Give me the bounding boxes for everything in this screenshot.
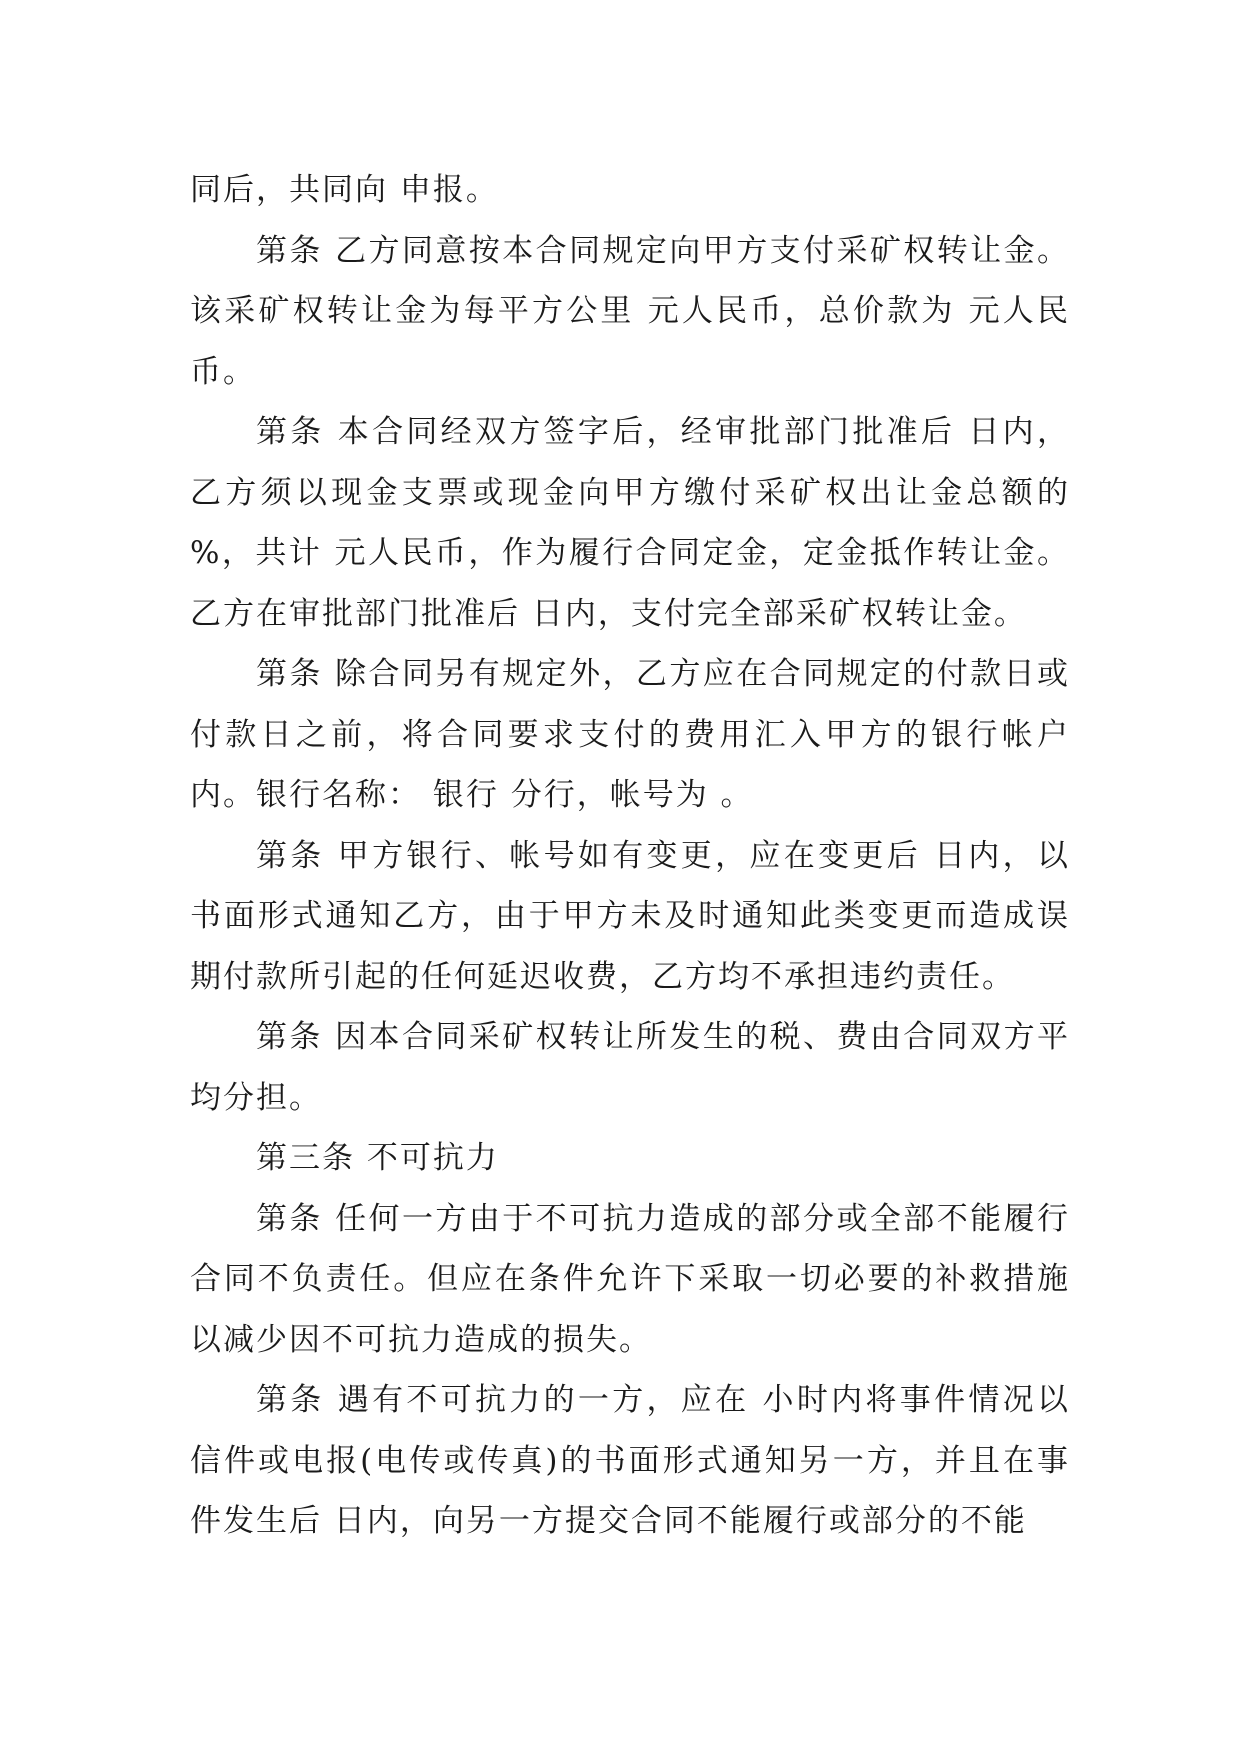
document-body <box>190 160 1082 1552</box>
paragraph-force-majeure-notice: 第条 遇有不可抗力的一方，应在 小时内将事件情况以信件或电报(电传或传真)的书面形式通知另一方，并且在事件发生后 日内，向另一方提交合同不能履行或部分的不能 <box>190 1382 1070 1539</box>
paragraph-taxes: 第条 因本合同采矿权转让所发生的税、费由合同双方平均分担。 <box>190 1019 1070 1116</box>
section-heading-force-majeure: 第三条 不可抗力 <box>256 1140 499 1176</box>
paragraph-transfer-fee: 第条 乙方同意按本合同规定向甲方支付采矿权转让金。该采矿权转让金为每平方公里 元人民币，总价款为 元人民币。 <box>190 232 1070 390</box>
paragraph-payment-account: 第条 除合同另有规定外，乙方应在合同规定的付款日或付款日之前，将合同要求支付的费用汇入甲方的银行帐户内。银行名称： 银行 分行，帐号为 。 <box>190 656 1070 813</box>
paragraph-force-majeure-liability: 第条 任何一方由于不可抗力造成的部分或全部不能履行合同不负责任。但应在条件允许下采取一切必要的补救措施以减少因不可抗力造成的损失。 <box>190 1200 1070 1358</box>
paragraph-continuation: 同后，共同向 申报。 <box>190 172 499 208</box>
paragraph-account-change: 第条 甲方银行、帐号如有变更，应在变更后 日内，以书面形式通知乙方，由于甲方未及时通知此类变更而造成误期付款所引起的任何延迟收费，乙方均不承担违约责任。 <box>190 837 1070 995</box>
paragraph-deposit: 第条 本合同经双方签字后，经审批部门批准后 日内，乙方须以现金支票或现金向甲方缴付采矿权出让金总额的 %，共计 元人民币，作为履行合同定金，定金抵作转让金。乙方在审批部门批准后 日内，支付完全部采矿权转让金。 <box>190 414 1082 632</box>
